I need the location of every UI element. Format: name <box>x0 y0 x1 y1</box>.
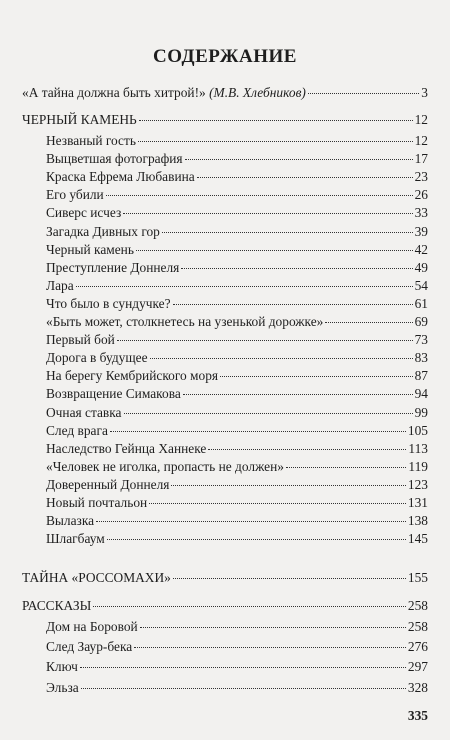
toc-page-number: 105 <box>407 423 428 438</box>
dot-leader <box>149 503 406 504</box>
toc-entry-title: Дорога в будущее <box>46 350 148 365</box>
toc-entry-title: След врага <box>46 423 108 438</box>
toc-entry-title: Доверенный Доннеля <box>46 477 170 492</box>
toc-entry-title: «Быть может, столкнетесь на узенькой дорожке» <box>46 314 324 329</box>
toc-entry-title: Незваный гость <box>46 133 136 148</box>
toc-page-number: 123 <box>407 477 428 492</box>
dot-leader <box>139 120 413 121</box>
dot-leader <box>76 286 413 287</box>
toc-page-number: 61 <box>414 296 428 311</box>
dot-leader <box>185 159 413 160</box>
dot-leader <box>286 467 406 468</box>
toc-item <box>46 295 428 313</box>
toc-entry-title: «Человек не иголка, пропасть не должен» <box>46 459 284 474</box>
toc-page-number: 54 <box>414 278 428 293</box>
toc-page-number: 49 <box>414 260 428 275</box>
toc-item <box>46 512 428 530</box>
intro-quote: «А тайна должна быть хитрой!» <box>22 85 206 100</box>
toc-item <box>46 367 428 385</box>
toc-page-number: 113 <box>408 441 428 456</box>
toc-page-number: 276 <box>407 639 428 654</box>
toc-page-number: 12 <box>414 112 428 127</box>
toc-page-number: 131 <box>407 495 428 510</box>
toc-item <box>46 404 428 422</box>
toc-entry-title: Вылазка <box>46 513 95 528</box>
toc-item <box>46 658 428 676</box>
toc-entry-title: Черный камень <box>46 242 134 257</box>
dot-leader <box>124 413 413 414</box>
toc-page-number: 328 <box>407 680 428 695</box>
toc-page-number: 33 <box>414 205 428 220</box>
dot-leader <box>96 521 406 522</box>
dot-leader <box>162 232 413 233</box>
toc-entry-title: Возвращение Симакова <box>46 386 181 401</box>
toc-page-number: 3 <box>421 85 428 100</box>
toc-item <box>46 422 428 440</box>
dot-leader <box>93 606 406 607</box>
toc-page-number: 42 <box>414 242 428 257</box>
toc-item <box>46 618 428 636</box>
toc-page-number: 258 <box>407 598 428 613</box>
toc-item <box>46 638 428 656</box>
dot-leader <box>183 394 413 395</box>
dot-leader <box>150 358 413 359</box>
toc-entry-title: След Заур-бека <box>46 639 133 654</box>
toc-item <box>46 679 428 697</box>
toc-entry-title: Сиверс исчез <box>46 205 122 220</box>
toc-item <box>46 277 428 295</box>
toc-page-number: 26 <box>414 187 428 202</box>
toc-item <box>46 476 428 494</box>
toc-item <box>46 385 428 403</box>
toc-page-number: 119 <box>408 459 428 474</box>
toc-item <box>46 331 428 349</box>
dot-leader <box>123 213 412 214</box>
toc-entry-title: Очная ставка <box>46 405 122 420</box>
toc-page-number: 83 <box>414 350 428 365</box>
toc-entry-title: Его убили <box>46 187 104 202</box>
toc-entry-title: Загадка Дивных гор <box>46 224 160 239</box>
toc-page-number: 99 <box>414 405 428 420</box>
toc-page-number: 145 <box>407 531 428 546</box>
toc-page-number: 138 <box>407 513 428 528</box>
toc-entry-title: Наследство Гейнца Ханнеке <box>46 441 207 456</box>
dot-leader <box>197 177 413 178</box>
dot-leader <box>80 667 406 668</box>
toc-page-number: 258 <box>407 619 428 634</box>
toc-page-number: 69 <box>414 314 428 329</box>
toc-entry-title: РАССКАЗЫ <box>22 598 92 613</box>
toc-entry-title: Ключ <box>46 659 78 674</box>
toc-entry-title: Преступление Доннеля <box>46 260 180 275</box>
intro-author: (М.В. Хлебников) <box>209 85 306 100</box>
toc-entry-title: Первый бой <box>46 332 115 347</box>
toc-page-number: 155 <box>407 570 428 585</box>
dot-leader <box>138 141 413 142</box>
page-title: СОДЕРЖАНИЕ <box>153 46 297 67</box>
dot-leader <box>110 431 406 432</box>
toc-item <box>46 349 428 367</box>
toc-page-number: 297 <box>407 659 428 674</box>
toc-item <box>46 259 428 277</box>
dot-leader <box>107 539 406 540</box>
dot-leader <box>81 688 406 689</box>
toc-entry-title: Лара <box>46 278 74 293</box>
toc-page-number: 73 <box>414 332 428 347</box>
dot-leader <box>106 195 413 196</box>
dot-leader <box>173 304 413 305</box>
toc-item <box>46 494 428 512</box>
toc-item <box>46 150 428 168</box>
dot-leader <box>208 449 406 450</box>
toc-page-number: 87 <box>414 368 428 383</box>
dot-leader <box>136 250 413 251</box>
toc-item <box>46 186 428 204</box>
toc-entry-title: Краска Ефрема Любавина <box>46 169 195 184</box>
toc-item <box>46 440 428 458</box>
toc-item <box>46 458 428 476</box>
toc-page-number: 23 <box>414 169 428 184</box>
dot-leader <box>325 322 412 323</box>
dot-leader <box>181 268 412 269</box>
toc-entry-title: Дом на Боровой <box>46 619 138 634</box>
toc-section <box>22 111 428 129</box>
dot-leader <box>220 376 413 377</box>
page-number: 335 <box>407 708 428 723</box>
dot-leader <box>171 485 405 486</box>
dot-leader <box>173 578 406 579</box>
dot-leader <box>140 627 406 628</box>
toc-item <box>46 223 428 241</box>
dot-leader <box>134 647 406 648</box>
toc-page-number: 12 <box>414 133 428 148</box>
toc-entry-title: Что было в сундучке? <box>46 296 171 311</box>
toc-entry-title: Эльза <box>46 680 79 695</box>
toc-entry-title: Новый почтальон <box>46 495 148 510</box>
toc-entry-title: На берегу Кембрийского моря <box>46 368 219 383</box>
toc-item <box>46 168 428 186</box>
dot-leader <box>117 340 413 341</box>
toc-item <box>46 313 428 331</box>
toc-page-number: 17 <box>414 151 428 166</box>
toc-page-number: 39 <box>414 224 428 239</box>
toc-item <box>46 204 428 222</box>
toc-entry-title: Выцветшая фотография <box>46 151 183 166</box>
toc-section <box>22 597 428 615</box>
toc-page-number: 94 <box>414 386 428 401</box>
toc-item <box>46 241 428 259</box>
toc-section <box>22 569 428 587</box>
toc-item <box>46 132 428 150</box>
toc-item <box>46 530 428 548</box>
toc-entry-title: ТАЙНА «РОССОМАХИ» <box>22 570 171 585</box>
toc-entry-title: Шлагбаум <box>46 531 105 546</box>
toc-entry-title: ЧЕРНЫЙ КАМЕНЬ <box>22 112 137 127</box>
